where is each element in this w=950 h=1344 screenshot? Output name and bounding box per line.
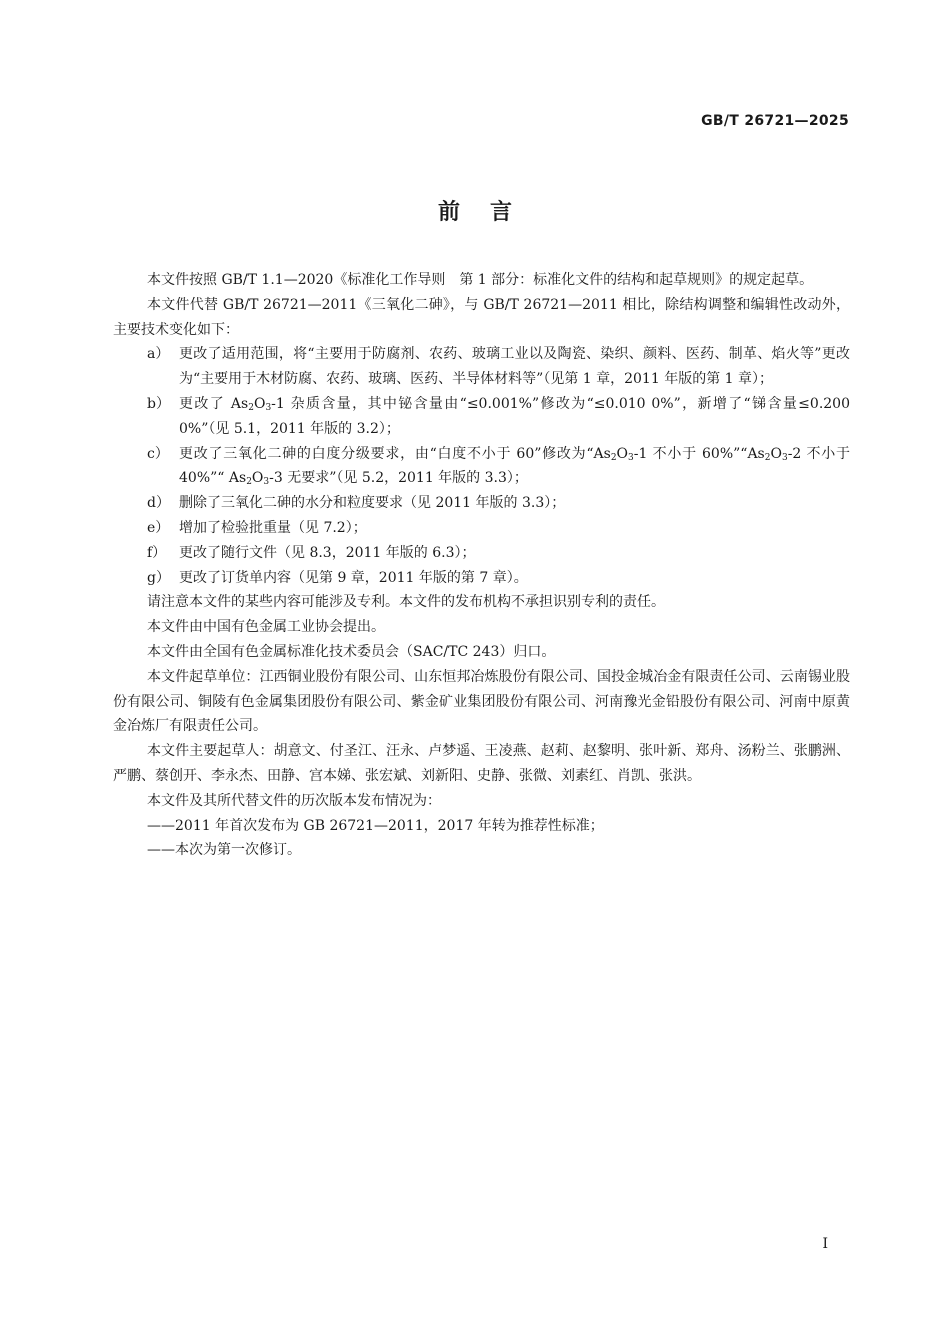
paragraph-drafters: 本文件主要起草人：胡意文、付圣江、汪永、卢梦遥、王凌燕、赵莉、赵黎明、张叶新、郑舟、汤粉兰、张鹏洲、严鹏、蔡创开、李永杰、田静、宫本娣、张宏斌、刘新阳、史静、张微、刘素红、肖凯、张洪。 xyxy=(113,743,850,784)
change-label: f） xyxy=(147,544,167,561)
change-label: d） xyxy=(147,495,170,512)
paragraph-drafting-units: 本文件起草单位：江西铜业股份有限公司、山东恒邦冶炼股份有限公司、国投金城冶金有限责任公司、云南锡业股份有限公司、铜陵有色金属集团股份有限公司、紫金矿业集团股份有限公司、河南豫光金铅股份有限公司、河南中原黄金冶炼厂有限责任公司。 xyxy=(113,668,850,735)
change-text: 更改了订货单内容（见第 9 章，2011 年版的第 7 章）。 xyxy=(179,569,528,586)
change-item-g xyxy=(113,566,850,591)
history-item: ——本次为第一次修订。 xyxy=(147,842,301,859)
change-item-a xyxy=(113,342,850,392)
change-item-d xyxy=(113,491,850,516)
paragraph-committee: 本文件由全国有色金属标准化技术委员会（SAC/TC 243）归口。 xyxy=(147,643,556,660)
change-text: 更改了 $As_2O_3-1$ 杂质含量，其中铋含量由“≤0.001%”修改为“≤0.010 0%”，新增了“锑含量≤0.200 0%”（见 5.1，2011 年版的 3.2）； xyxy=(179,395,850,437)
change-label: c） xyxy=(147,445,169,462)
change-text: 增加了检验批重量（见 7.2）； xyxy=(179,519,367,536)
change-text: 删除了三氧化二砷的水分和粒度要求（见 2011 年版的 3.3）； xyxy=(179,495,566,512)
change-item-b xyxy=(113,392,850,442)
paragraph-patent-notice: 请注意本文件的某些内容可能涉及专利。本文件的发布机构不承担识别专利的责任。 xyxy=(147,594,665,611)
change-label: a） xyxy=(147,346,170,363)
document-id: GB/T 26721—2025 xyxy=(701,113,849,129)
paragraph-drafting-rules: 本文件按照 GB/T 1.1—2020《标准化工作导则 第 1 部分：标准化文件的结构和起草规则》的规定起草。 xyxy=(147,272,814,288)
change-text: 更改了三氧化二砷的白度分级要求，由“白度不小于 60”修改为“$As_2O_3-1$ 不小于 $60\%”“As_2O_3-2$ 不小于 40%”“ $As_2O_3-3$ 无要求”（见 5.2，2011 年版的 3.3）； xyxy=(179,445,851,488)
change-label: b） xyxy=(147,395,170,412)
page-number: I xyxy=(822,1236,828,1252)
history-item: ——2011 年首次发布为 GB 26721—2011，2017 年转为推荐性标准； xyxy=(147,817,604,834)
document-body xyxy=(113,268,850,863)
paragraph-replacement: 本文件代替 GB/T 26721—2011《三氧化二砷》，与 GB/T 26721—2011 相比，除结构调整和编辑性改动外，主要技术变化如下： xyxy=(113,296,850,338)
change-label: e） xyxy=(147,519,170,536)
page-title: 前言 xyxy=(437,200,542,225)
paragraph-proposer: 本文件由中国有色金属工业协会提出。 xyxy=(147,619,385,636)
change-label: g） xyxy=(147,569,170,586)
change-text: 更改了随行文件（见 8.3，2011 年版的 6.3）； xyxy=(179,544,476,561)
change-item-f xyxy=(113,541,850,566)
change-text: 更改了适用范围，将“主要用于防腐剂、农药、玻璃工业以及陶瓷、染织、颜料、医药、制革、焰火等”更改为“主要用于木材防腐、农药、玻璃、医药、半导体材料等”（见第 1 章，2011 年版的第 1 章）； xyxy=(179,346,850,388)
change-item-c xyxy=(113,442,850,492)
paragraph-history-intro: 本文件及其所代替文件的历次版本发布情况为： xyxy=(147,792,441,809)
change-item-e xyxy=(113,516,850,541)
